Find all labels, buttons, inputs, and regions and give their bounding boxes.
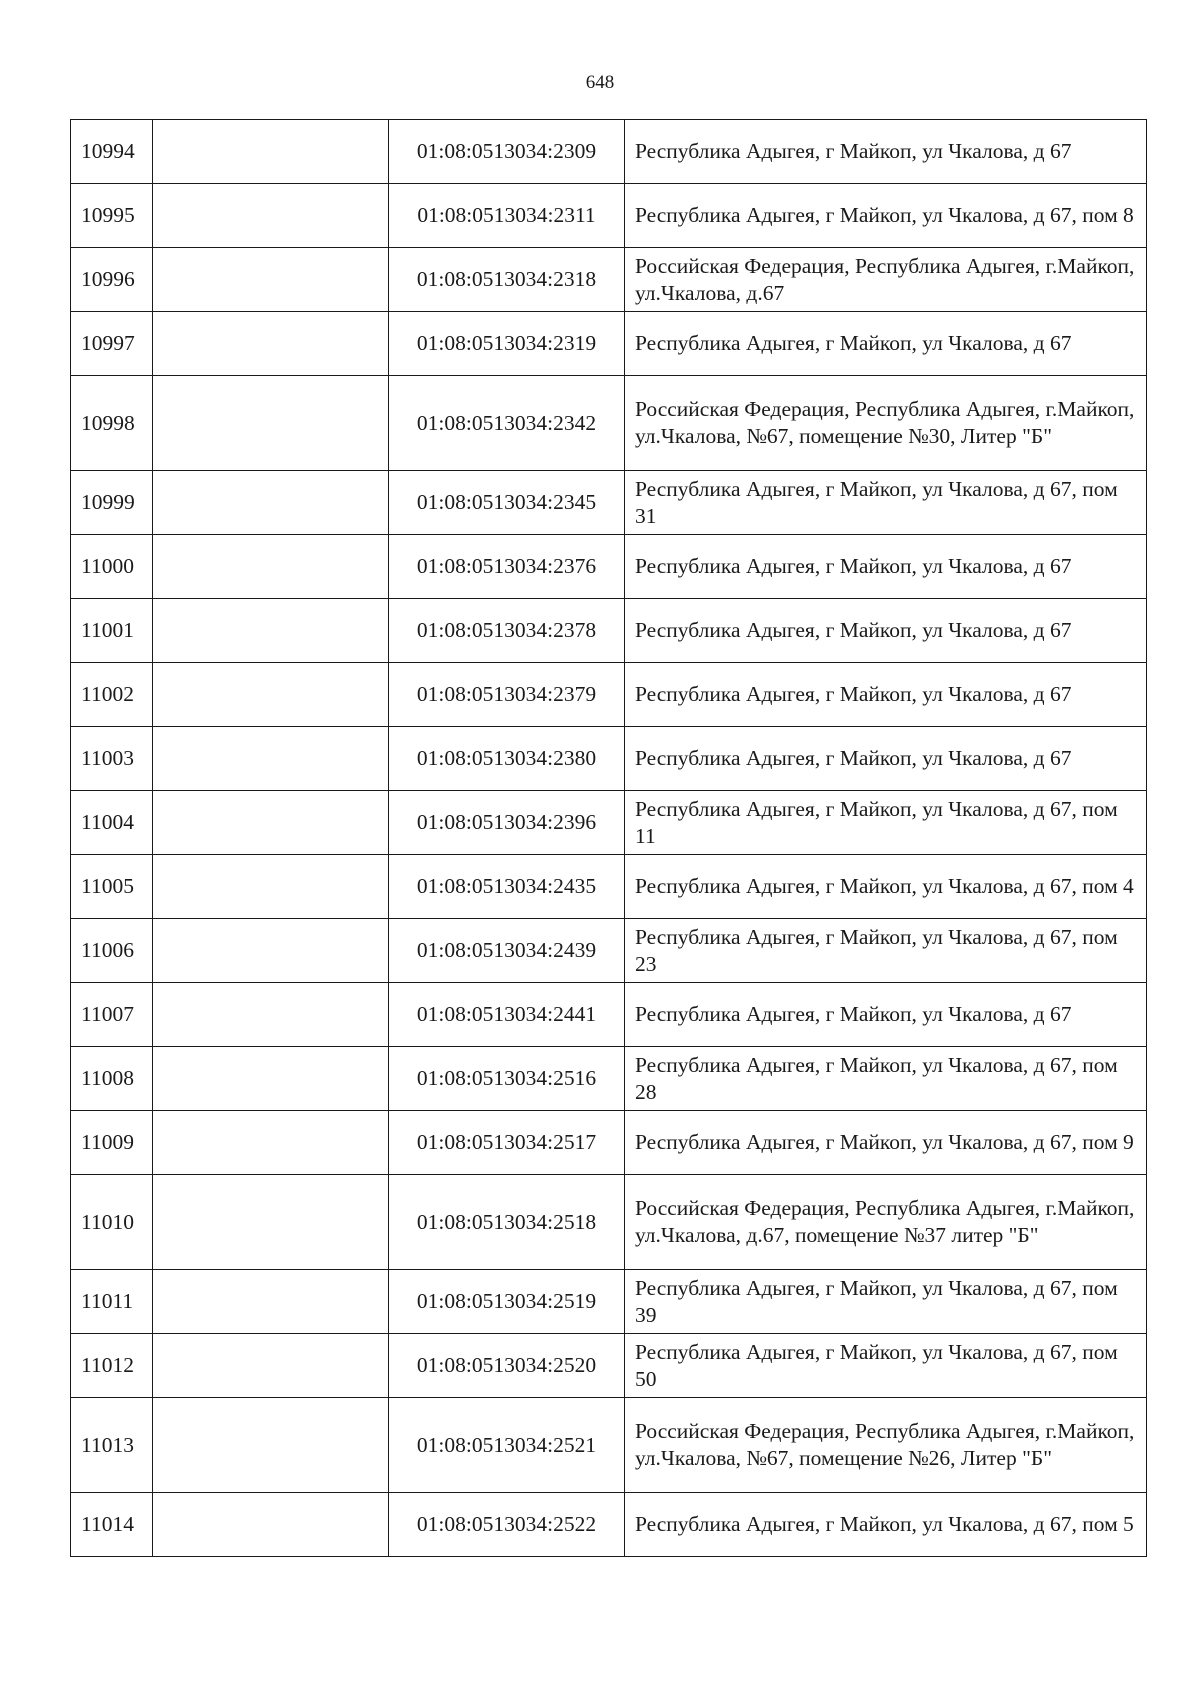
cadastral-number-cell: 01:08:0513034:2342 bbox=[389, 376, 625, 471]
table-row bbox=[71, 663, 1147, 727]
row-name-cell bbox=[153, 1111, 389, 1175]
table-row bbox=[71, 535, 1147, 599]
table-row bbox=[71, 1111, 1147, 1175]
cadastral-number-cell: 01:08:0513034:2441 bbox=[389, 983, 625, 1047]
row-name-cell bbox=[153, 663, 389, 727]
cadastral-number-cell: 01:08:0513034:2435 bbox=[389, 855, 625, 919]
row-number-cell: 11010 bbox=[71, 1175, 153, 1270]
cadastral-number-cell: 01:08:0513034:2516 bbox=[389, 1047, 625, 1111]
row-number-cell: 10999 bbox=[71, 471, 153, 535]
cadastral-number-cell: 01:08:0513034:2309 bbox=[389, 120, 625, 184]
cadastral-number-cell: 01:08:0513034:2517 bbox=[389, 1111, 625, 1175]
address-cell: Республика Адыгея, г Майкоп, ул Чкалова, д 67 bbox=[625, 983, 1147, 1047]
row-name-cell bbox=[153, 919, 389, 983]
cadastral-number-cell: 01:08:0513034:2518 bbox=[389, 1175, 625, 1270]
cadastral-number-cell: 01:08:0513034:2519 bbox=[389, 1270, 625, 1334]
address-cell: Республика Адыгея, г Майкоп, ул Чкалова, д 67, пом 39 bbox=[625, 1270, 1147, 1334]
row-name-cell bbox=[153, 1398, 389, 1493]
row-name-cell bbox=[153, 535, 389, 599]
row-number-cell: 10995 bbox=[71, 184, 153, 248]
cadastral-number-cell: 01:08:0513034:2319 bbox=[389, 312, 625, 376]
table-row bbox=[71, 471, 1147, 535]
row-name-cell bbox=[153, 184, 389, 248]
row-number-cell: 10997 bbox=[71, 312, 153, 376]
cadastral-number-cell: 01:08:0513034:2439 bbox=[389, 919, 625, 983]
registry-table-body bbox=[71, 120, 1147, 1557]
address-cell: Республика Адыгея, г Майкоп, ул Чкалова, д 67 bbox=[625, 312, 1147, 376]
table-row bbox=[71, 120, 1147, 184]
table-row bbox=[71, 983, 1147, 1047]
address-cell: Республика Адыгея, г Майкоп, ул Чкалова, д 67 bbox=[625, 727, 1147, 791]
cadastral-number-cell: 01:08:0513034:2311 bbox=[389, 184, 625, 248]
row-name-cell bbox=[153, 471, 389, 535]
cadastral-number-cell: 01:08:0513034:2522 bbox=[389, 1493, 625, 1557]
table-row bbox=[71, 1175, 1147, 1270]
table-row bbox=[71, 1270, 1147, 1334]
cadastral-number-cell: 01:08:0513034:2396 bbox=[389, 791, 625, 855]
row-name-cell bbox=[153, 376, 389, 471]
table-row bbox=[71, 248, 1147, 312]
row-name-cell bbox=[153, 120, 389, 184]
address-cell: Республика Адыгея, г Майкоп, ул Чкалова, д 67, пом 31 bbox=[625, 471, 1147, 535]
address-cell: Республика Адыгея, г Майкоп, ул Чкалова, д 67 bbox=[625, 120, 1147, 184]
table-row bbox=[71, 376, 1147, 471]
table-row bbox=[71, 599, 1147, 663]
row-number-cell: 11003 bbox=[71, 727, 153, 791]
row-number-cell: 11002 bbox=[71, 663, 153, 727]
table-row bbox=[71, 855, 1147, 919]
registry-table bbox=[70, 119, 1147, 1557]
cadastral-number-cell: 01:08:0513034:2520 bbox=[389, 1334, 625, 1398]
table-row bbox=[71, 727, 1147, 791]
row-number-cell: 11001 bbox=[71, 599, 153, 663]
address-cell: Республика Адыгея, г Майкоп, ул Чкалова, д 67 bbox=[625, 663, 1147, 727]
cadastral-number-cell: 01:08:0513034:2521 bbox=[389, 1398, 625, 1493]
row-name-cell bbox=[153, 312, 389, 376]
row-name-cell bbox=[153, 791, 389, 855]
address-cell: Республика Адыгея, г Майкоп, ул Чкалова, д 67 bbox=[625, 535, 1147, 599]
row-number-cell: 11009 bbox=[71, 1111, 153, 1175]
row-number-cell: 11012 bbox=[71, 1334, 153, 1398]
row-number-cell: 11013 bbox=[71, 1398, 153, 1493]
address-cell: Республика Адыгея, г Майкоп, ул Чкалова, д 67, пом 23 bbox=[625, 919, 1147, 983]
cadastral-number-cell: 01:08:0513034:2376 bbox=[389, 535, 625, 599]
row-name-cell bbox=[153, 1175, 389, 1270]
row-number-cell: 10998 bbox=[71, 376, 153, 471]
table-row bbox=[71, 1047, 1147, 1111]
row-name-cell bbox=[153, 599, 389, 663]
table-row bbox=[71, 312, 1147, 376]
row-number-cell: 11005 bbox=[71, 855, 153, 919]
row-name-cell bbox=[153, 1493, 389, 1557]
table-row bbox=[71, 1398, 1147, 1493]
row-name-cell bbox=[153, 1334, 389, 1398]
address-cell: Республика Адыгея, г Майкоп, ул Чкалова, д 67, пом 9 bbox=[625, 1111, 1147, 1175]
cadastral-number-cell: 01:08:0513034:2380 bbox=[389, 727, 625, 791]
address-cell: Республика Адыгея, г Майкоп, ул Чкалова, д 67, пом 28 bbox=[625, 1047, 1147, 1111]
row-name-cell bbox=[153, 727, 389, 791]
address-cell: Российская Федерация, Республика Адыгея, г.Майкоп, ул.Чкалова, №67, помещение №26, Литер "Б" bbox=[625, 1398, 1147, 1493]
table-row bbox=[71, 919, 1147, 983]
row-number-cell: 11004 bbox=[71, 791, 153, 855]
row-number-cell: 11011 bbox=[71, 1270, 153, 1334]
cadastral-number-cell: 01:08:0513034:2379 bbox=[389, 663, 625, 727]
cadastral-number-cell: 01:08:0513034:2318 bbox=[389, 248, 625, 312]
page-number: 648 bbox=[585, 72, 615, 93]
address-cell: Республика Адыгея, г Майкоп, ул Чкалова, д 67, пом 50 bbox=[625, 1334, 1147, 1398]
table-row bbox=[71, 1334, 1147, 1398]
address-cell: Российская Федерация, Республика Адыгея, г.Майкоп, ул.Чкалова, д.67 bbox=[625, 248, 1147, 312]
address-cell: Республика Адыгея, г Майкоп, ул Чкалова, д 67, пом 4 bbox=[625, 855, 1147, 919]
address-cell: Республика Адыгея, г Майкоп, ул Чкалова, д 67, пом 8 bbox=[625, 184, 1147, 248]
table-row bbox=[71, 184, 1147, 248]
table-row bbox=[71, 1493, 1147, 1557]
row-name-cell bbox=[153, 1270, 389, 1334]
cadastral-number-cell: 01:08:0513034:2378 bbox=[389, 599, 625, 663]
address-cell: Республика Адыгея, г Майкоп, ул Чкалова, д 67, пом 5 bbox=[625, 1493, 1147, 1557]
row-number-cell: 10996 bbox=[71, 248, 153, 312]
row-number-cell: 11000 bbox=[71, 535, 153, 599]
address-cell: Российская Федерация, Республика Адыгея, г.Майкоп, ул.Чкалова, №67, помещение №30, Литер "Б" bbox=[625, 376, 1147, 471]
table-row bbox=[71, 791, 1147, 855]
cadastral-number-cell: 01:08:0513034:2345 bbox=[389, 471, 625, 535]
row-number-cell: 11014 bbox=[71, 1493, 153, 1557]
row-name-cell bbox=[153, 855, 389, 919]
row-name-cell bbox=[153, 1047, 389, 1111]
row-name-cell bbox=[153, 983, 389, 1047]
address-cell: Республика Адыгея, г Майкоп, ул Чкалова, д 67, пом 11 bbox=[625, 791, 1147, 855]
row-number-cell: 11007 bbox=[71, 983, 153, 1047]
address-cell: Российская Федерация, Республика Адыгея, г.Майкоп, ул.Чкалова, д.67, помещение №37 литер "Б" bbox=[625, 1175, 1147, 1270]
row-number-cell: 11006 bbox=[71, 919, 153, 983]
address-cell: Республика Адыгея, г Майкоп, ул Чкалова, д 67 bbox=[625, 599, 1147, 663]
row-number-cell: 11008 bbox=[71, 1047, 153, 1111]
row-number-cell: 10994 bbox=[71, 120, 153, 184]
row-name-cell bbox=[153, 248, 389, 312]
